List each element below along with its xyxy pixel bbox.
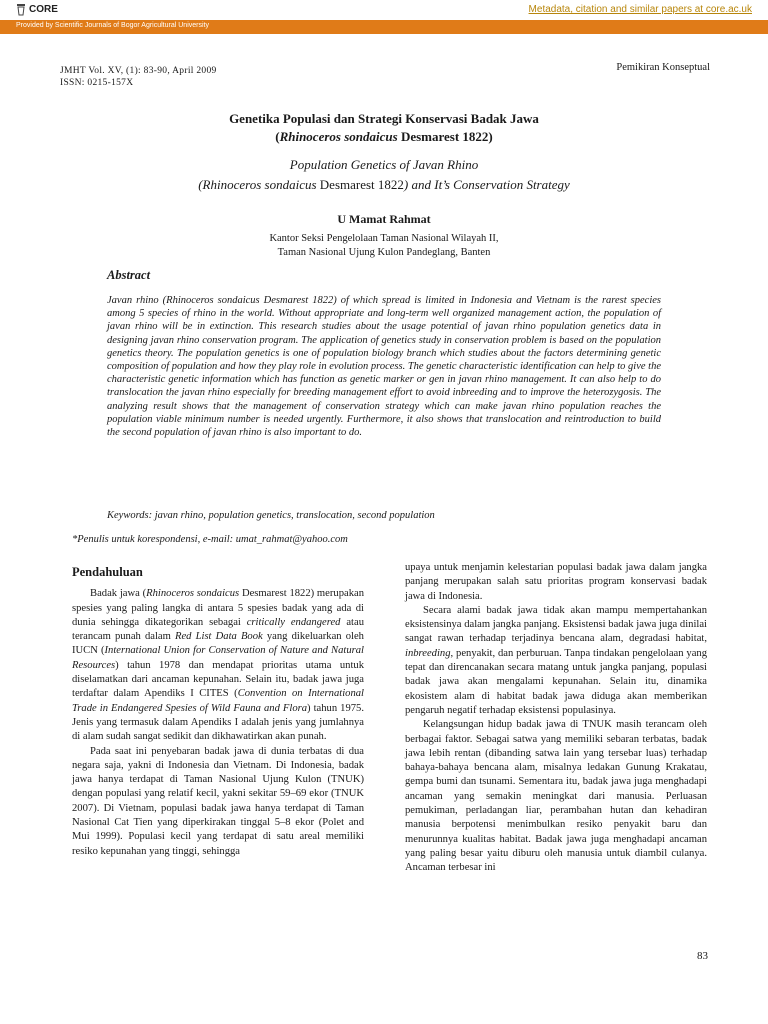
affiliation-line1: Kantor Seksi Pengelolaan Taman Nasional Wilayah II, (269, 233, 499, 244)
title-id-line2: (Rhinoceros sondaicus Desmarest 1822) (275, 129, 493, 144)
provider-bar (0, 20, 768, 34)
author-affiliation (60, 232, 708, 260)
core-header-bar (0, 0, 768, 21)
article-category: Pemikiran Konseptual (616, 62, 710, 73)
title-en-line2: (Rhinoceros sondaicus Desmarest 1822) and It’s Conservation Strategy (198, 177, 570, 192)
right-column (405, 561, 707, 876)
correspondence-note: *Penulis untuk korespondensi, e-mail: umat_rahmat@yahoo.com (72, 534, 348, 545)
species-name: Rhinoceros sondaicus (279, 129, 398, 144)
journal-citation: JMHT Vol. XV, (1): 83-90, April 2009 (60, 66, 217, 76)
core-logo[interactable] (16, 3, 58, 16)
paragraph: Badak jawa (Rhinoceros sondaicus Desmarest 1822) merupakan spesies yang paling langka di antara 5 spesies badak yang ada di dunia sehingga dikategorikan sebagai critically endangered atau terancam punah dalam Red List Data Book yang dikeluarkan oleh IUCN (International Union for Conservation of Nature and Natural Resources) tahun 1978 dan mendapat prioritas utama untuk diselamatkan dari ancaman kepunahan. Selain itu, badak jawa juga terdaftar dalam Apendiks I CITES (Convention on International Trade in Endangered Spesies of Wild Fauna and Flora) tahun 1975. Jenis yang termasuk dalam Apendiks I adalah jenis yang jumlahnya di alam sudah sangat sedikit dan dikhawatirkan akan punah. (72, 588, 364, 743)
core-logo-text: CORE (29, 4, 58, 15)
core-metadata-link[interactable]: Metadata, citation and similar papers at core.ac.uk (528, 4, 752, 15)
paragraph: Kelangsungan hidup badak jawa di TNUK masih terancam oleh berbagai faktor. Sebagai satwa yang memiliki sebaran terbatas, badak jawa lebih rentan (dibanding satwa lain yang tersebar luas) terhadap bahaya-bahaya bencana alam, misalnya ledakan Gunung Krakatau, gempa bumi dan tsunami. Sementara itu, badak jawa juga menghadapi ancaman yang semakin meningkat dari manusia. Perluasan pemukiman, perladangan liar, perambahan hutan dan kehadiran manusia berpotensi menimbulkan resiko penyakit baru dan menurunnya kualitas habitat. Badak jawa juga menghadapi ancaman yang paling besar yaitu diburu oleh manusia untuk diambil culanya. Ancaman terbesar ini (405, 719, 707, 874)
keywords: Keywords: javan rhino, population genetics, translocation, second population (107, 510, 435, 521)
core-logo-icon (16, 3, 26, 16)
abstract-body: Javan rhino (Rhinoceros sondaicus Desmarest 1822) of which spread is limited in Indonesia and Vietnam is the rarest species among 5 species of rhino in the world. Without appropriate and long-term well organized management action, the population of javan rhino will be in extinction. This research studies about the usage potential of javan rhino population genetics data in designing javan rhino conservation program. The application of genetics study in conservation problem is based on the population genetics theory. The population genetics is one of population biology branch which studies about the factors determining genetic composition of population and how they play role in evolution process. The genetic characteristic identification can help to give the characteristic genetic information which has function as genetic marker or gen in javan rhino management. It can also help to do translocation the javan rhino especially for breeding management effort to avoid inbreeding and to improve the heterozygosis. The analyzing result shows that the management of conservation strategy which can make javan rhino population reaches the population viable minimum number is needed urgently. Furthermore, it also shows that translocation and reintroduction to build the second population of javan rhino is also important to do. (107, 295, 661, 439)
abstract-heading: Abstract (107, 268, 151, 282)
paragraph: upaya untuk menjamin kelestarian populasi badak jawa dalam jangka panjang merupakan salah satu prioritas program konservasi badak jawa di Indonesia. (405, 562, 707, 602)
affiliation-line2: Taman Nasional Ujung Kulon Pandeglang, Banten (277, 247, 491, 258)
provider-text: Provided by Scientific Journals of Bogor Agricultural University (16, 22, 209, 29)
page-number: 83 (697, 950, 708, 962)
journal-issn: ISSN: 0215-157X (60, 78, 134, 88)
title-id-line1: Genetika Populasi dan Strategi Konservasi Badak Jawa (229, 111, 539, 126)
section-heading: Pendahuluan (72, 565, 143, 579)
journal-meta (60, 65, 217, 89)
paragraph: Pada saat ini penyebaran badak jawa di dunia terbatas di dua negara saja, yakni di Indonesia dan Vietnam. Di Indonesia, badak jawa hanya terdapat di Taman Nasional Ujung Kulon (TNUK) dengan populasi yang relatif kecil, yakni sekitar 59–69 ekor (TNUK 2007). Di Vietnam, populasi badak jawa hanya terdapat di Taman Nasional Cat Tien yang diperkirakan tinggal 5–8 ekor (Polet and Mui 1999). Populasi kecil yang terdapat di satu areal memiliki resiko kepunahan yang tinggi, sehingga (72, 745, 364, 857)
paragraph: Secara alami badak jawa tidak akan mampu mempertahankan eksistensinya dalam jangka panjang. Eksistensi badak jawa juga dinilai sangat rawan terhadap terjadinya bencana alam, degradasi habitat, inbreeding, penyakit, dan perburuan. Tanpa tindakan pengelolaan yang tepat dan direncanakan secara matang untuk jangka panjang, populasi badak jawa akan mengalami kepunahan. Selain itu, dinamika ekosistem alam di habitat badak jawa diduga akan memberikan pengaruh negatif terhadap eksistensi populasinya. (405, 604, 707, 716)
title-indonesian (60, 110, 708, 146)
author-name: U Mamat Rahmat (337, 212, 431, 226)
title-english (60, 155, 708, 195)
title-en-line1: Population Genetics of Javan Rhino (289, 157, 479, 172)
left-column (72, 565, 364, 859)
